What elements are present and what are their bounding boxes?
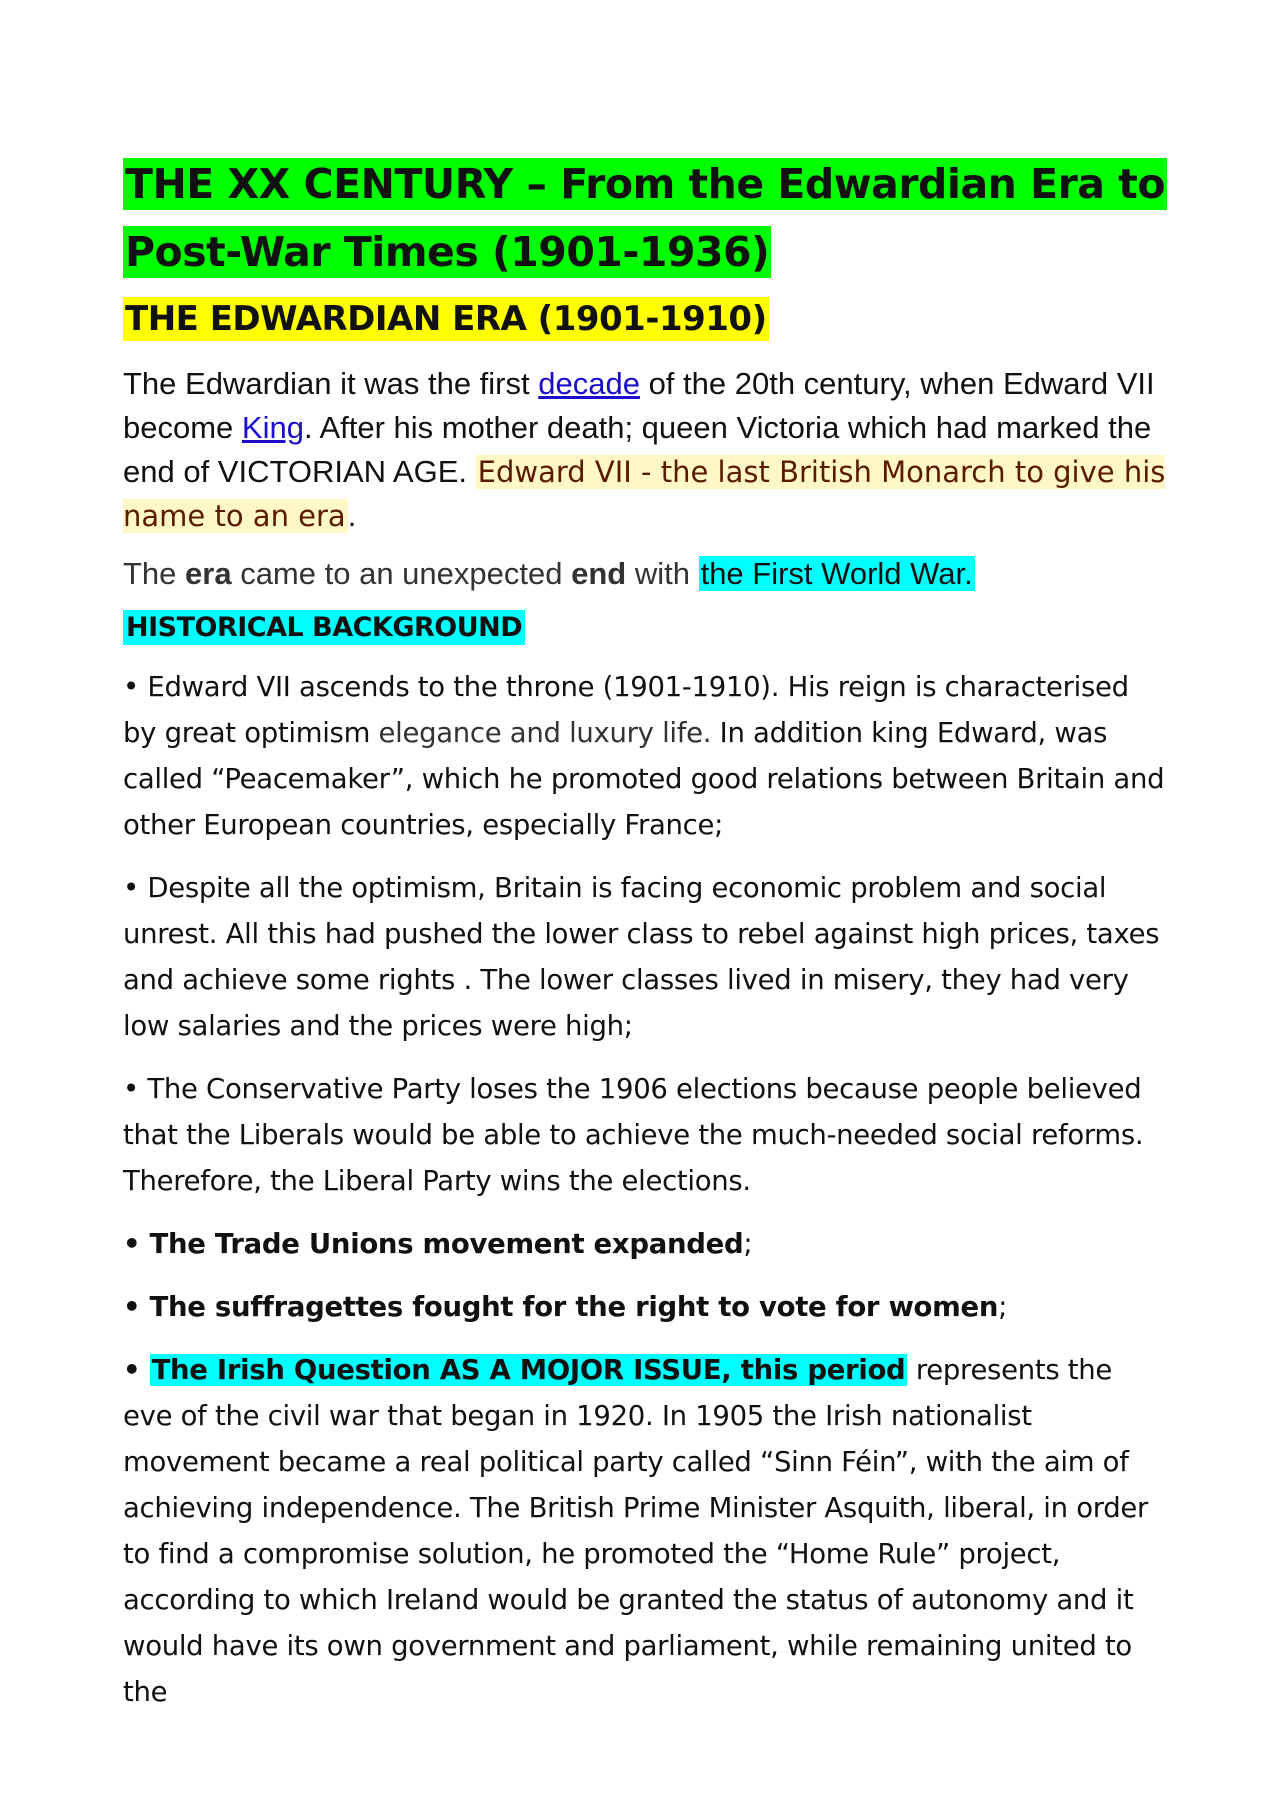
p1-text-3: In addition king Edward, was called “Peacemaker”, which he promoted good relations between Britain and other European countries, especially France; xyxy=(123,717,1165,841)
p1-text-2: elegance and luxury life. xyxy=(378,717,712,749)
intro-paragraph xyxy=(123,362,1168,538)
king-link[interactable]: King xyxy=(241,410,304,445)
p3-text: The Conservative Party loses the 1906 elections because people believed that the Liberals would be able to achieve the much-needed social reforms. Therefore, the Liberal Party wins the elections. xyxy=(123,1073,1144,1197)
bullet-icon: • xyxy=(123,1228,141,1260)
bullet-icon: • xyxy=(123,671,139,703)
p1-text-1: Edward VII ascends to the throne (1901-1910). His reign is characterised by great optimism xyxy=(123,671,1129,749)
bullet-edward-vii xyxy=(123,664,1168,848)
p4-tail: ; xyxy=(743,1228,753,1260)
era-text-2: came to an unexpected xyxy=(231,556,572,591)
irish-question-highlight: The Irish Question AS A MOJOR ISSUE, this period xyxy=(151,1354,906,1386)
end-bold: end xyxy=(571,556,627,591)
intro-text-3: . After his mother death; queen Victoria which had marked the end of VICTORIAN AGE. xyxy=(123,410,1152,489)
bullet-irish-question xyxy=(123,1347,1168,1715)
title-highlight: THE XX CENTURY – From the Edwardian Era to Post-War Times (1901-1936) xyxy=(125,160,1166,276)
era-bold: era xyxy=(185,556,232,591)
bullet-suffragettes xyxy=(123,1284,1168,1330)
first-world-war-highlight: the First World War. xyxy=(700,556,973,591)
era-text-1: The xyxy=(123,556,186,591)
bullet-economic-problems xyxy=(123,865,1168,1049)
bullet-1906-elections xyxy=(123,1066,1168,1204)
era-end-line xyxy=(123,552,1168,596)
bullet-icon: • xyxy=(123,872,139,904)
era-quote-highlight: Edward VII - the last British Monarch to give his name to an era xyxy=(123,455,1166,533)
era-text-3: with xyxy=(626,556,699,591)
bullet-icon: • xyxy=(123,1354,141,1386)
p5-tail: ; xyxy=(998,1291,1008,1323)
p6-text: represents the eve of the civil war that began in 1920. In 1905 the Irish nationalist movement became a real political party called “Sinn Féin”, with the aim of achieving independence. The British Prime Minister Asquith, liberal, in order to find a compromise solution, he promoted the “Home Rule” project, according to which Ireland would be granted the status of autonomy and it would have its own government and parliament, while remaining united to the xyxy=(123,1354,1149,1708)
heading-highlight: HISTORICAL BACKGROUND xyxy=(123,610,525,645)
intro-text-4: . xyxy=(347,498,357,533)
bullet-trade-unions xyxy=(123,1221,1168,1267)
document-body xyxy=(123,150,1168,1732)
bullet-icon: • xyxy=(123,1291,141,1323)
intro-text-2: of the 20th century, when Edward VII become xyxy=(123,366,1155,445)
document-title xyxy=(123,150,1168,286)
p5-bold-text: The suffragettes fought for the right to vote for women xyxy=(140,1291,999,1323)
p2-text: Despite all the optimism, Britain is facing economic problem and social unrest. All this had pushed the lower class to rebel against high prices, taxes and achieve some rights . The lower classes lived in misery, they had very low salaries and the prices were high; xyxy=(123,872,1160,1042)
decade-link[interactable]: decade xyxy=(538,366,640,401)
bullet-icon: • xyxy=(123,1073,139,1105)
historical-background-heading xyxy=(123,608,1168,648)
p4-bold-text: The Trade Unions movement expanded xyxy=(140,1228,744,1260)
subtitle-highlight: THE EDWARDIAN ERA (1901-1910) xyxy=(125,299,767,339)
intro-text-1: The Edwardian it was the first xyxy=(123,366,539,401)
section-title-edwardian-era xyxy=(123,296,1168,342)
